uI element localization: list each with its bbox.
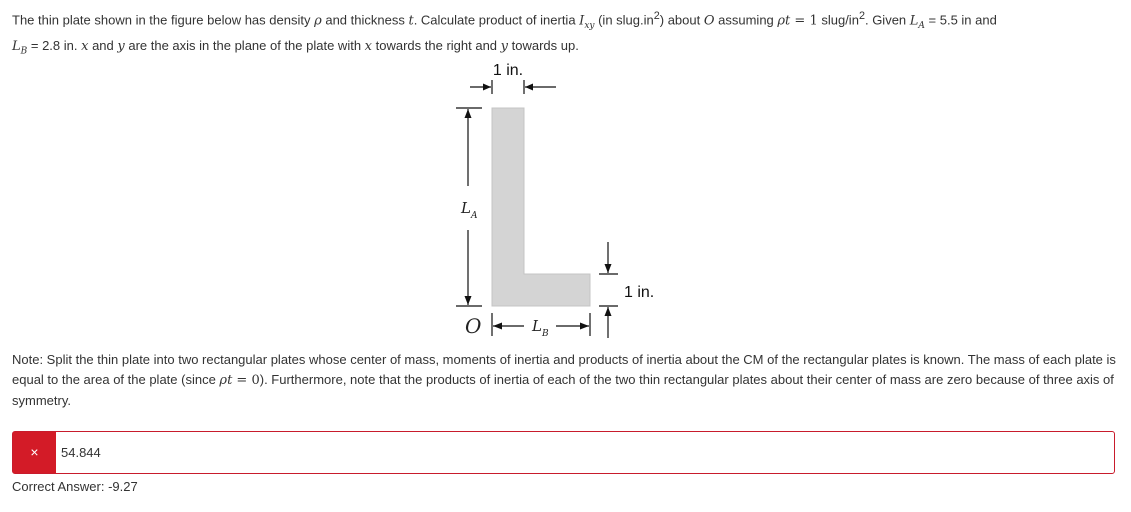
l-shaped-plate [492,108,590,306]
incorrect-icon: × [13,432,56,473]
correct-answer-value: -9.27 [108,479,138,494]
answer-value: 54.844 [61,445,101,460]
correct-answer [12,479,138,494]
origin-label: O [465,314,482,338]
arrowhead-icon [605,307,612,316]
arrowhead-icon [465,109,472,118]
arrowhead-icon [465,296,472,305]
answer-field[interactable] [12,431,1115,474]
la-label: $L_A$ [461,199,478,221]
arrowhead-icon [493,323,502,330]
top-dim-label: 1 in. [492,62,524,79]
arrowhead-icon [580,323,589,330]
correct-answer-label: Correct Answer: [12,479,109,494]
plate-figure [440,58,680,348]
question-text: The thin plate shown in the figure below has density ρ and thickness t. Calculate product of inertia $I_{xy}$ (in $slug.in^2$) about O assuming ρt = 1 slug/$in^2$. Given $L_A = 5.5$ in and $L_B = 2.8$ in. x and y are the axis in the plane of the plate with x towards the right and y towards up. [12,10,997,57]
arrowhead-icon [483,84,491,91]
arrowhead-icon [605,264,612,273]
right-dim-label: 1 in. [624,284,655,301]
arrowhead-icon [525,84,533,91]
lb-label: $L_B$ [532,317,549,339]
note-text: Note: Split the thin plate into two rectangular plates whose center of mass, moments of inertia and products of inertia about the CM of the rectangular plates is known. The mass of each plate is equal to the area of the plate (since ρt = 0). Furthermore, note that the products of inertia of each of the two thin rectangular plates about their center of mass are zero because of three axis of symmetry. [12,352,1116,408]
